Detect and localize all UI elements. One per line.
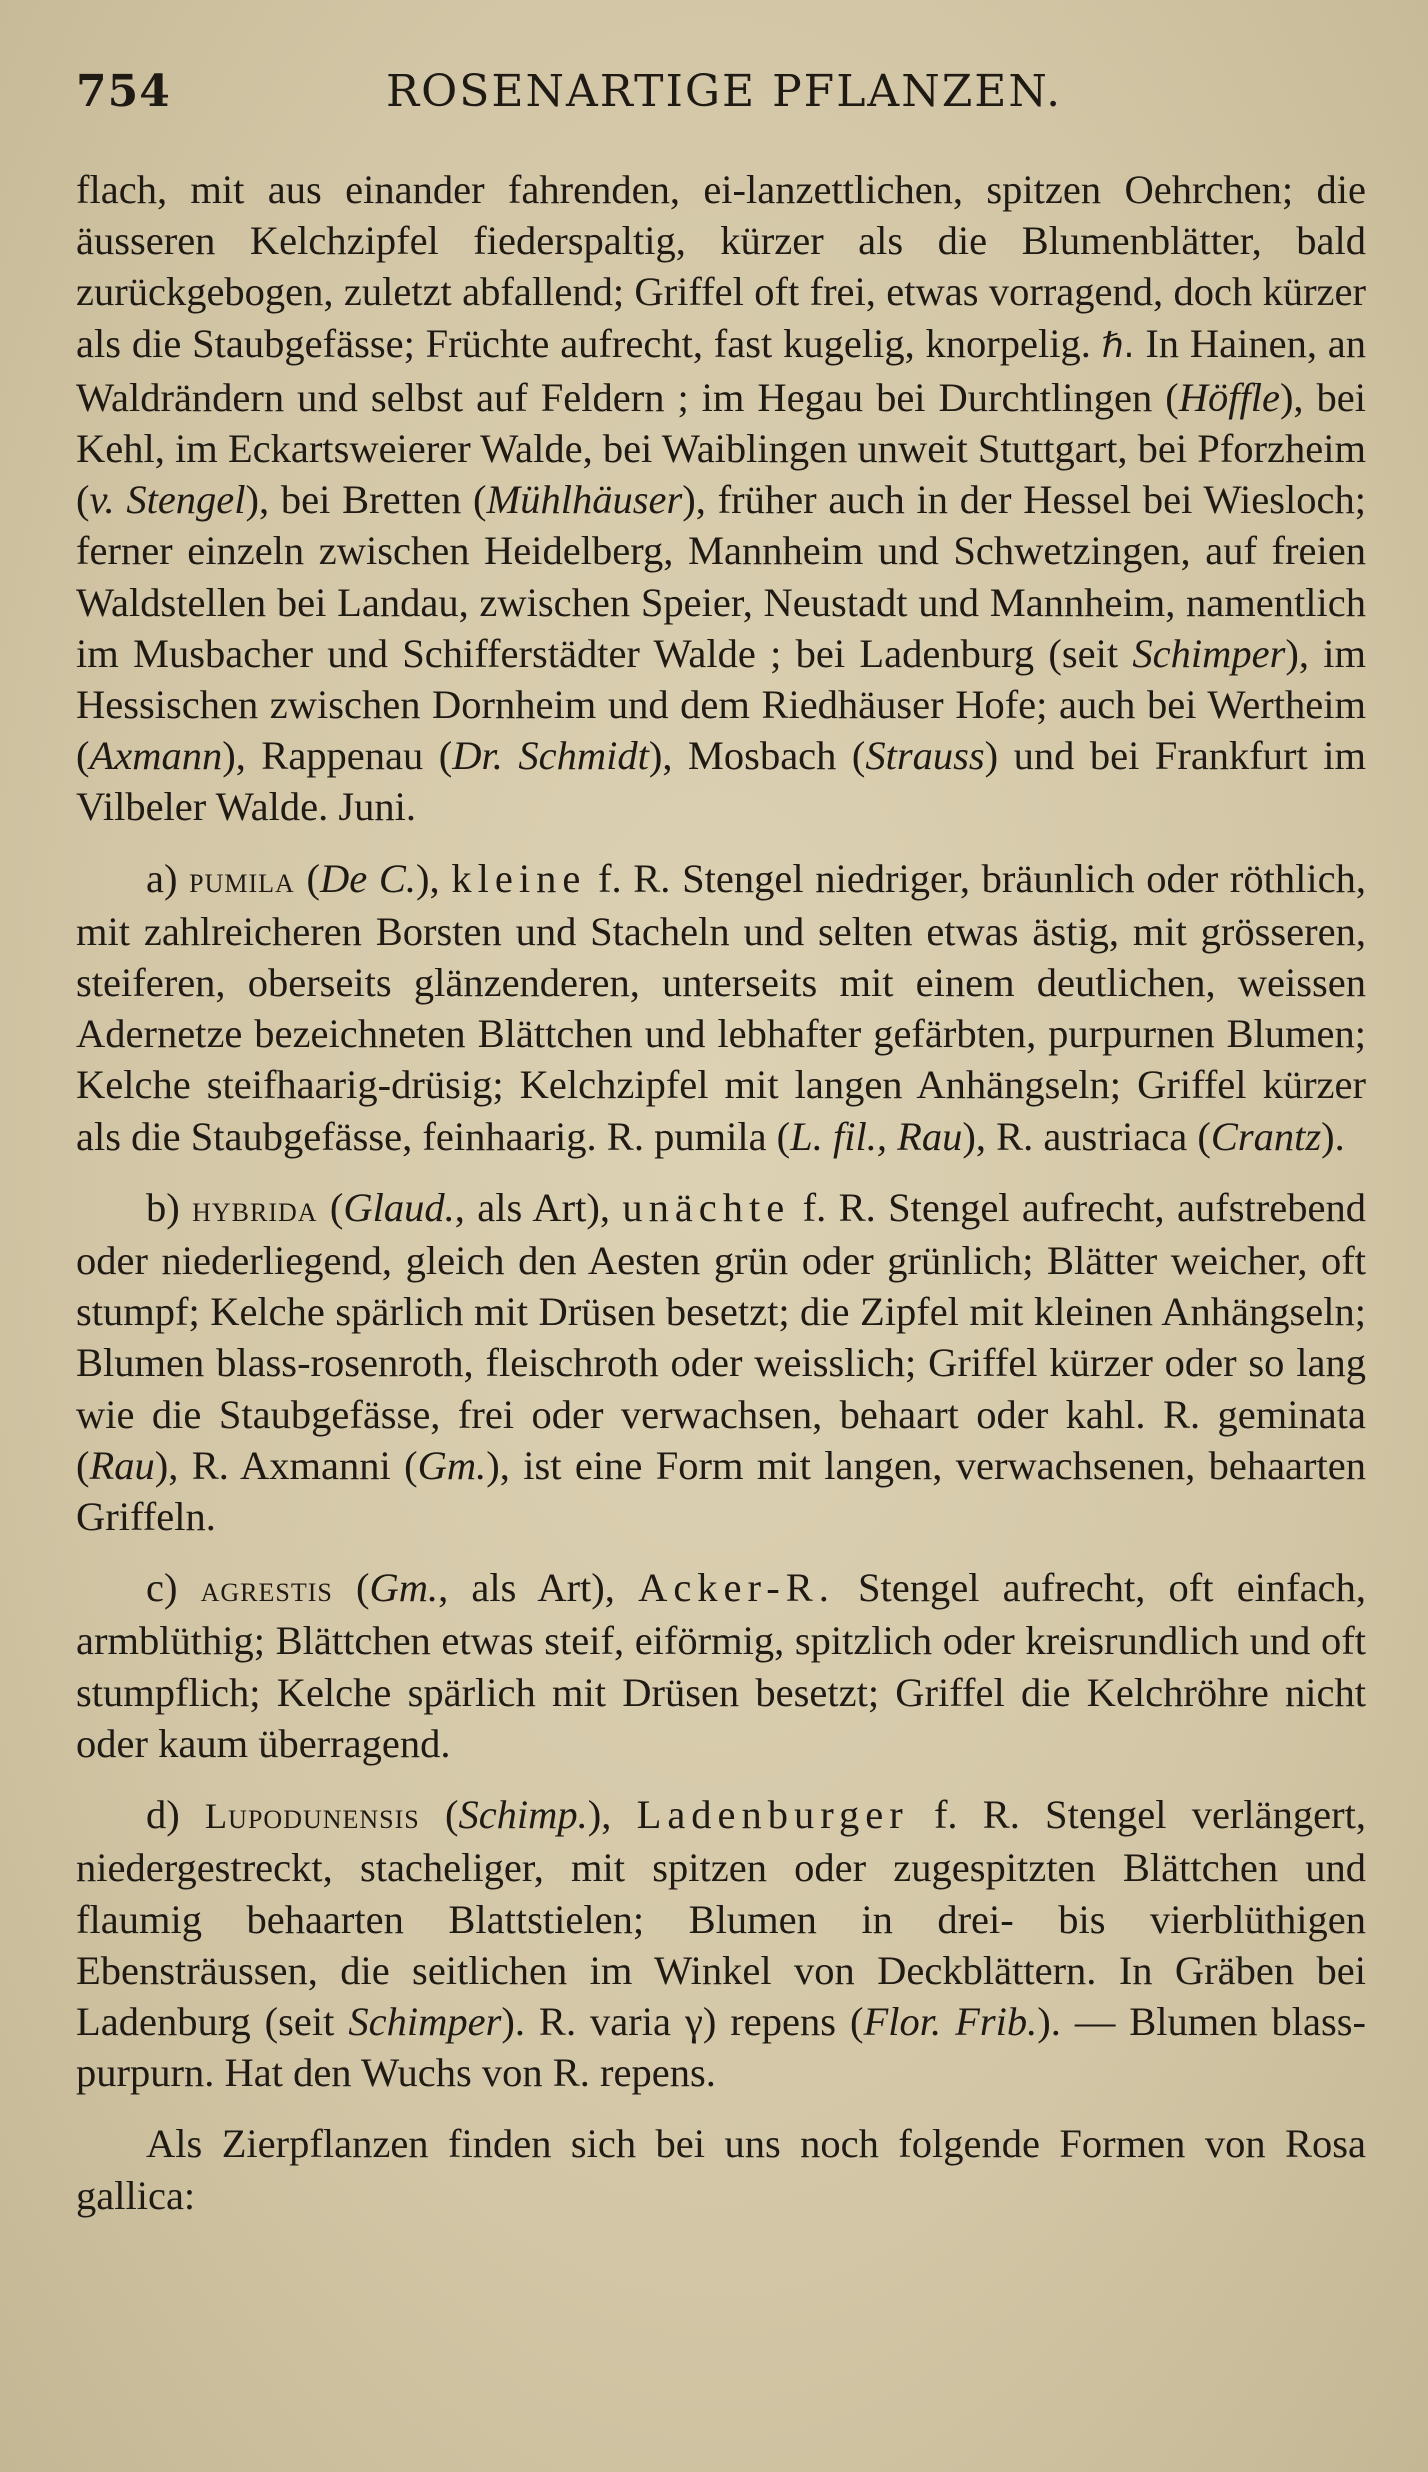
list-marker: c)	[146, 1565, 201, 1611]
running-title: ROSENARTIGE PFLANZEN.	[386, 66, 1063, 117]
common-name: unächte	[622, 1184, 791, 1230]
author-name: Gm.	[369, 1565, 439, 1611]
list-marker: d)	[146, 1792, 205, 1838]
running-header	[76, 58, 1366, 128]
author-name: De C.	[320, 855, 417, 901]
text: (	[317, 1184, 344, 1230]
text: ).	[1321, 1113, 1345, 1159]
text: f. R. Stengel aufrecht, aufstrebend oder niederliegend, gleich den Aesten grün oder grünlich; Blätter weicher, oft stumpf; Kelche spärlich mit Drüsen besetzt; die Zipfel mit kleinen Anhängseln; Blumen blass-rosenroth, fleischroth oder weisslich; Griffel kürzer oder so lang wie die Staubgefässe, frei oder verwachsen, behaart oder kahl. R. geminata (	[76, 1184, 1366, 1488]
book-page	[76, 58, 1366, 2221]
text: ), ist eine Form mit langen, verwachsenen, behaarten Griffeln.	[76, 1442, 1366, 1540]
text: ), bei Bretten (	[245, 477, 487, 523]
text: ), bei Kehl, im Eckartsweierer Walde, bei Waiblingen unweit Stuttgart, bei Pforzheim (	[76, 374, 1367, 523]
text: (	[332, 1565, 370, 1611]
list-marker: a)	[146, 855, 190, 901]
text: ),	[416, 855, 452, 901]
text: (	[419, 1792, 459, 1838]
variety-name: Lupodunensis	[204, 1796, 420, 1837]
paragraph-description	[76, 164, 1366, 833]
text: ), früher auch in der Hessel bei Wiesloch; ferner einzeln zwischen Heidelberg, Mannheim und Schwetzingen, auf freien Waldstellen bei Landau, zwischen Speier, Neustadt und Mannheim, namentlich im Musbacher und Schifferstädter Walde ; bei Ladenburg (seit	[76, 477, 1366, 676]
text: ), R. austriaca (	[962, 1113, 1211, 1159]
author-name: Strauss	[865, 733, 985, 779]
author-name: v. Stengel	[89, 477, 246, 523]
text: In Hainen, an Waldrändern und selbst auf Feldern ; im Hegau bei Durchtlingen (	[76, 320, 1367, 420]
author-name: L. fil., Rau	[790, 1113, 963, 1159]
text: f. R. Stengel niedriger, bräunlich oder röthlich, mit zahlreicheren Borsten und Stacheln und selten etwas ästig, mit grösseren, steiferen, oberseits glänzenderen, unterseits mit einem deutlichen, weissen Adernetze bezeichneten Blättchen und lebhafter gefärbten, purpurnen Blumen; Kelche steifhaarig-drüsig; Kelchzipfel mit langen Anhängseln; Griffel kürzer als die Staubgefässe, feinhaarig. R. pumila (	[76, 855, 1366, 1159]
text: ), Rappenau (	[222, 733, 453, 779]
author-name: Gm.	[417, 1442, 487, 1488]
text: Stengel aufrecht, oft einfach, armblüthig; Blättchen etwas steif, eiförmig, spitzlich oder kreisrundlich und oft stumpflich; Kelche spärlich mit Drüsen besetzt; Griffel die Kelchröhre nicht oder kaum überragend.	[76, 1565, 1366, 1766]
text: ), R. Axmanni (	[154, 1442, 418, 1488]
author-name: Axmann	[89, 733, 223, 779]
author-name: Mühlhäuser	[486, 477, 683, 523]
common-name: Ladenburger	[636, 1792, 909, 1838]
author-name: Schimper	[348, 1998, 502, 2044]
common-name: Acker-R.	[638, 1565, 835, 1611]
text: flach, mit aus einander fahrenden, ei-lanzettlichen, spitzen Oehrchen; die äusseren Kelchzipfel fiederspaltig, kürzer als die Blumenblätter, bald zurückgebogen, zuletzt abfallend; Griffel oft frei, etwas vorragend, doch kürzer als die Staubgefässe; Früchte aufrecht, fast kugelig, knorpelig.	[76, 167, 1366, 366]
text: ), Mosbach (	[648, 733, 866, 779]
text: ),	[587, 1792, 637, 1838]
author-name: Dr. Schmidt	[452, 733, 649, 779]
paragraph-variety-b	[76, 1182, 1366, 1542]
text: ). — Blumen blass-purpurn. Hat den Wuchs von R. repens.	[76, 1998, 1366, 2096]
text: (	[294, 855, 320, 901]
author-name: Glaud.	[343, 1184, 455, 1230]
author-name: Crantz	[1210, 1113, 1322, 1159]
author-name: Rau	[89, 1442, 155, 1488]
text: , als Art),	[438, 1565, 639, 1611]
shrub-symbol: ℏ.	[1101, 325, 1135, 366]
variety-name: hybrida	[192, 1188, 318, 1229]
list-marker: b)	[146, 1184, 193, 1230]
author-name: Schimper	[1132, 630, 1286, 676]
text: f. R. Stengel verlängert, niedergestreckt, stacheliger, mit spitzen oder zugespitzten Blättchen und flaumig behaarten Blattstielen; Blumen in drei- bis vierblüthigen Ebensträussen, die seitlichen im Winkel von Deckblättern. In Gräben bei Ladenburg (seit	[76, 1792, 1366, 2044]
variety-name: pumila	[189, 859, 295, 900]
author-name: Schimp.	[458, 1792, 588, 1838]
text: ), im Hessischen zwischen Dornheim und dem Riedhäuser Hofe; auch bei Wertheim (	[76, 630, 1366, 779]
text: ). R. varia γ) repens (	[501, 1998, 864, 2044]
page-number: 754	[76, 66, 171, 117]
text: ) und bei Frankfurt im Vilbeler Walde. Juni.	[76, 733, 1366, 830]
variety-name: agrestis	[200, 1569, 333, 1610]
author-name: Flor. Frib.	[863, 1998, 1038, 2044]
paragraph-closing: Als Zierpflanzen finden sich bei uns noch folgende Formen von Rosa gallica:	[76, 2121, 1366, 2218]
body-text	[76, 164, 1366, 2221]
paragraph-variety-a	[76, 853, 1366, 1162]
text: , als Art),	[454, 1184, 623, 1230]
paragraph-variety-c	[76, 1562, 1366, 1769]
common-name: kleine	[451, 855, 587, 901]
paragraph-variety-d	[76, 1789, 1366, 2098]
author-name: Höffle	[1178, 374, 1280, 420]
